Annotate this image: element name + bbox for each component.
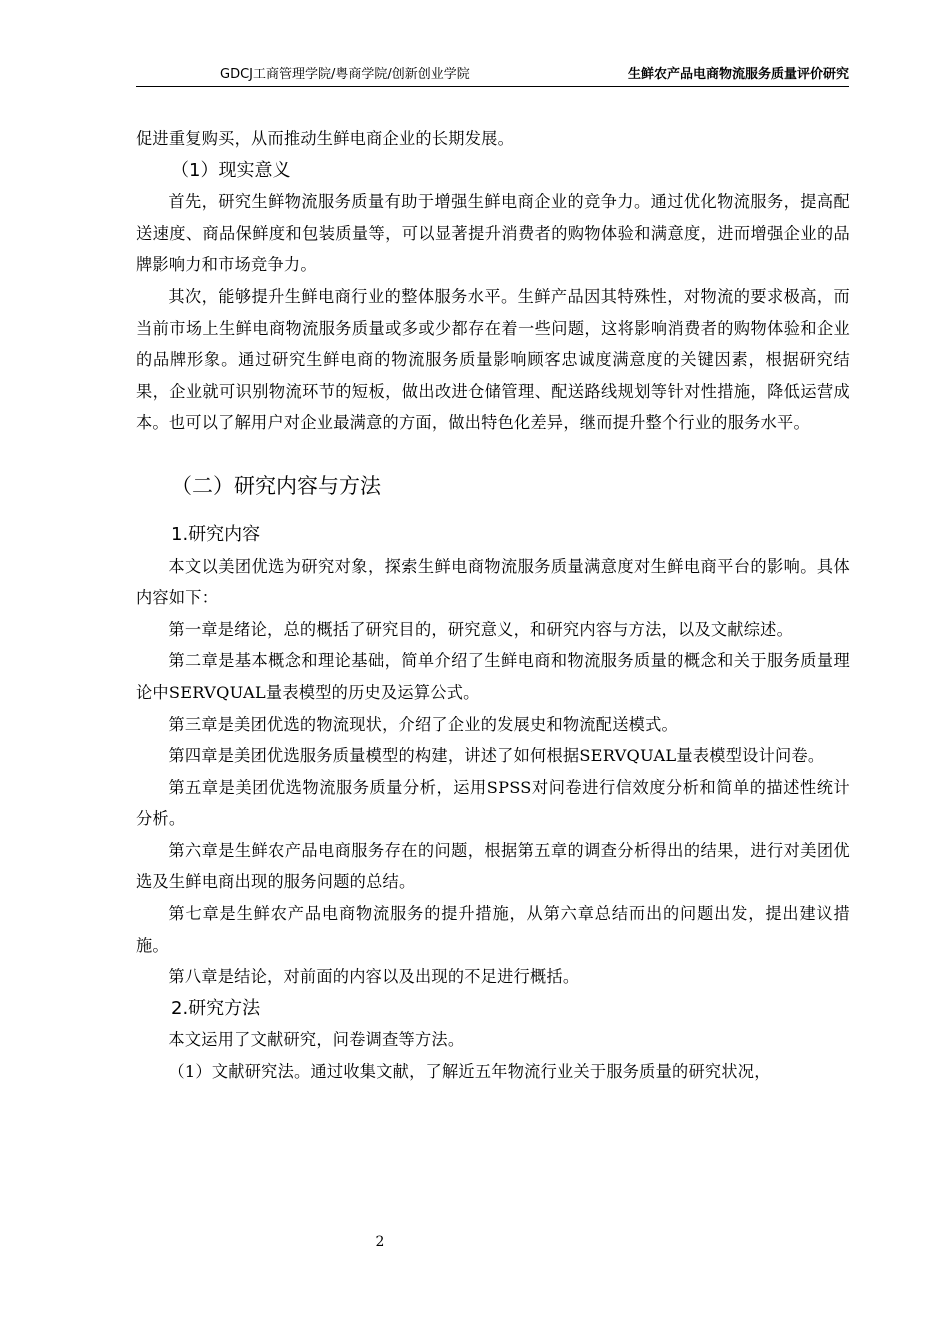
header-institution: GDCJ工商管理学院/粤商学院/创新创业学院 (220, 67, 470, 82)
paragraph: 其次，能够提升生鲜电商行业的整体服务水平。生鲜产品因其特殊性，对物流的要求极高，而当前市场上生鲜电商物流服务质量或多或少都存在着一些问题，这将影响消费者的购物体验和企业的品牌形象。通过研究生鲜电商的物流服务质量影响顾客忠诚度满意度的关键因素，根据研究结果，企业就可识别物流环节的短板，做出改进仓储管理、配送路线规划等针对性措施，降低运营成本。也可以了解用户对企业最满意的方面，做出特色化差异，继而提升整个行业的服务水平。 (136, 286, 850, 433)
paragraph: 第二章是基本概念和理论基础，简单介绍了生鲜电商和物流服务质量的概念和关于服务质量理论中SERVQUAL量表模型的历史及运算公式。 (136, 651, 850, 702)
paragraph: 第一章是绪论，总的概括了研究目的，研究意义，和研究内容与方法，以及文献综述。 (168, 619, 794, 639)
header-divider (136, 86, 849, 87)
paragraph: 本文运用了文献研究，问卷调查等方法。 (168, 1030, 465, 1050)
header-paper-title: 生鲜农产品电商物流服务质量评价研究 (627, 67, 849, 82)
paragraph: 第七章是生鲜农产品电商物流服务的提升措施，从第六章总结而出的问题出发，提出建议措施。 (136, 904, 850, 955)
paragraph: （1）文献研究法。通过收集文献，了解近五年物流行业关于服务质量的研究状况， (168, 1062, 771, 1082)
paragraph: 首先，研究生鲜物流服务质量有助于增强生鲜电商企业的竞争力。通过优化物流服务，提高配送速度、商品保鲜度和包装质量等，可以显著提升消费者的购物体验和满意度，进而增强企业的品牌影响力和市场竞争力。 (136, 192, 850, 275)
paragraph: 第六章是生鲜农产品电商服务存在的问题，根据第五章的调查分析得出的结果，进行对美团优选及生鲜电商出现的服务问题的总结。 (136, 840, 850, 892)
paragraph: 本文以美团优选为研究对象，探索生鲜电商物流服务质量满意度对生鲜电商平台的影响。具体内容如下： (136, 556, 850, 608)
paragraph: 促进重复购买，从而推动生鲜电商企业的长期发展。 (136, 129, 515, 148)
subheading-research-content: 1.研究内容 (171, 523, 261, 545)
page-number: 2 (375, 1234, 385, 1250)
paragraph: 第五章是美团优选物流服务质量分析，运用SPSS对问卷进行信效度分析和简单的描述性统计分析。 (136, 777, 850, 829)
subheading-practical-significance: （1）现实意义 (171, 159, 291, 181)
paragraph: 第八章是结论，对前面的内容以及出现的不足进行概括。 (168, 967, 580, 987)
page-body (136, 123, 850, 1088)
section-heading-content-and-methods: （二）研究内容与方法 (171, 473, 381, 498)
paragraph: 第四章是美团优选服务质量模型的构建，讲述了如何根据SERVQUAL量表模型设计问卷。 (168, 746, 825, 766)
subheading-research-methods: 2.研究方法 (171, 997, 261, 1019)
paragraph: 第三章是美团优选的物流现状，介绍了企业的发展史和物流配送模式。 (168, 714, 678, 734)
